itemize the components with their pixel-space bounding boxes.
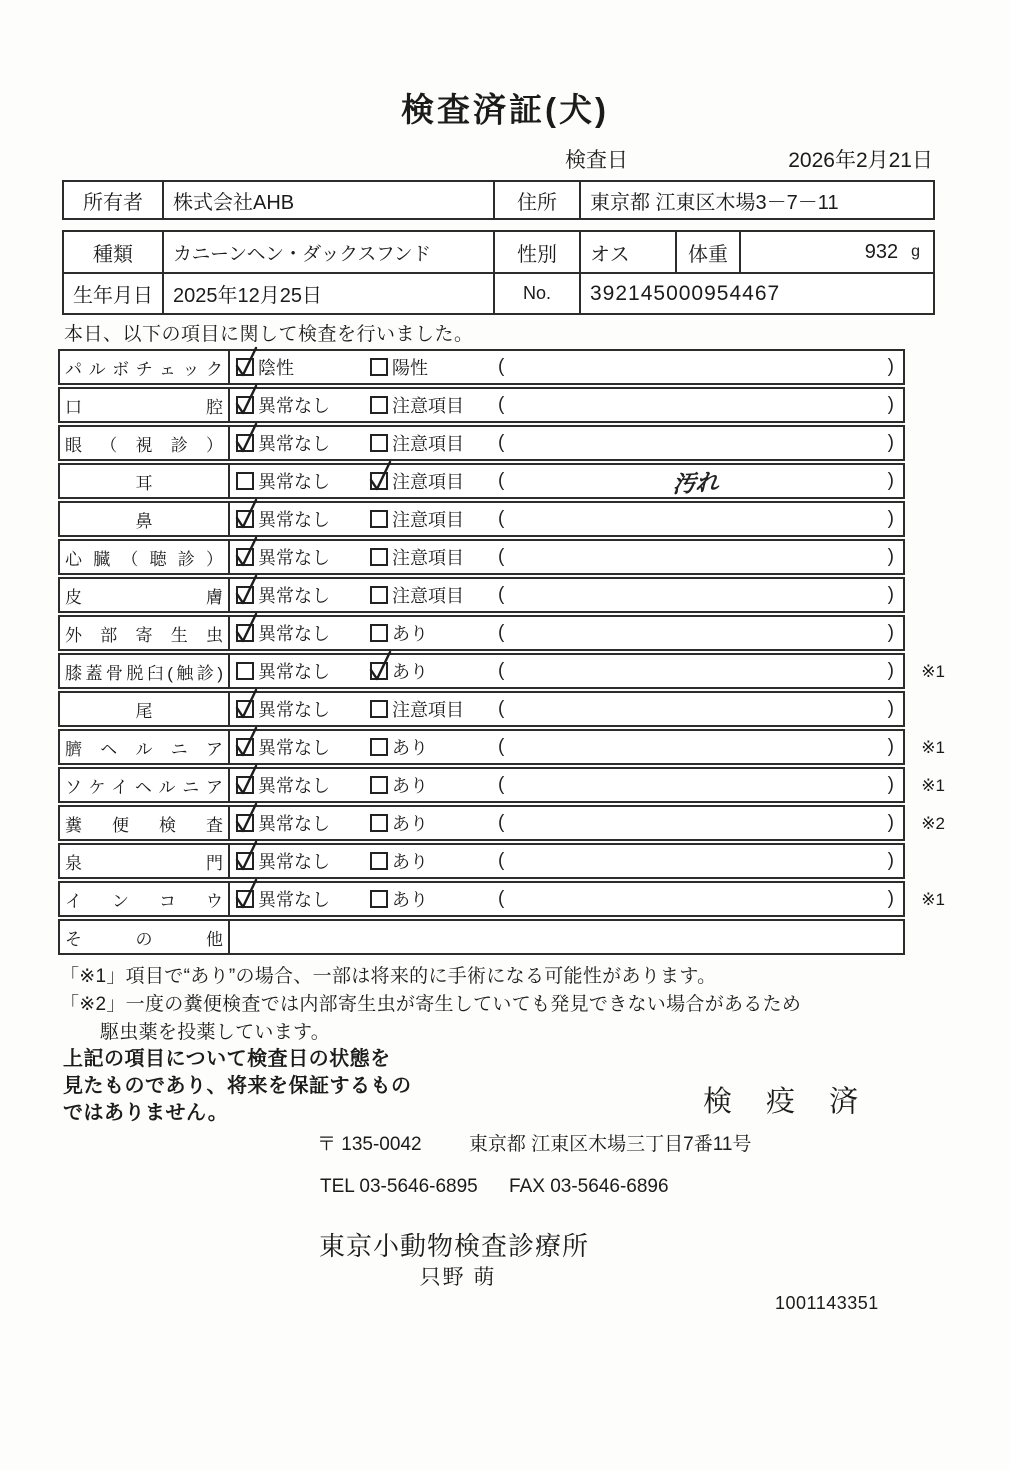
option-2-label: あり (392, 890, 428, 910)
option-1-label: 異常なし (258, 548, 330, 568)
paren-open-icon: ( (498, 888, 505, 909)
handwritten-note (505, 851, 888, 871)
paren-open-icon: ( (498, 812, 505, 833)
option-1-label: 異常なし (258, 434, 330, 454)
checkbox-icon (236, 434, 254, 452)
paren-open-icon: ( (498, 660, 505, 681)
checklist-row (58, 349, 905, 385)
footnote-ref: ※1 (921, 776, 945, 795)
paren-open-icon: ( (498, 432, 505, 453)
handwritten-note (505, 585, 888, 605)
weight-label: 体重 (675, 232, 739, 272)
paren-close-icon: ) (887, 888, 894, 909)
breed-label: 種類 (93, 243, 133, 266)
paren-open-icon: ( (498, 774, 505, 795)
registration-no-label: No. (493, 274, 579, 313)
handwritten-check-icon (233, 573, 260, 607)
option-1-label: 異常なし (258, 814, 330, 834)
sex-value: オス (579, 232, 675, 272)
checkbox-icon (370, 396, 388, 414)
footnote-ref: ※1 (921, 662, 945, 681)
paren-close-icon: ) (887, 508, 894, 529)
owner-value: 株式会社AHB (162, 182, 493, 218)
option-2 (370, 886, 498, 912)
option-2-label: 注意項目 (392, 396, 464, 416)
checklist-item-label-text: 心臓（聴診） (65, 549, 223, 569)
checklist-row (58, 843, 905, 879)
paren-close-icon: ) (887, 432, 894, 453)
clinic-address: 東京都 江東区木場三丁目7番11号 (468, 1134, 752, 1155)
checklist-row (58, 463, 905, 499)
option-1-label: 異常なし (258, 738, 330, 758)
checklist-item-label (60, 389, 230, 421)
option-1 (236, 354, 370, 380)
checkbox-icon (236, 852, 254, 870)
checkbox-icon (236, 776, 254, 794)
option-1-label: 異常なし (258, 396, 330, 416)
option-2 (370, 734, 498, 760)
paren-close-icon: ) (887, 812, 894, 833)
handwritten-note: 汚れ (672, 468, 720, 497)
handwritten-note (505, 357, 888, 377)
option-2-label: あり (392, 776, 428, 796)
checklist-row-body (230, 389, 903, 421)
paren-close-icon: ) (887, 622, 894, 643)
checkbox-icon (370, 548, 388, 566)
paren-close-icon: ) (887, 774, 894, 795)
checklist-item-label (60, 579, 230, 611)
checklist-item-label-text: 糞便検査 (65, 815, 223, 835)
footnote-2: 「※2」一度の糞便検査では内部寄生虫が寄生していても発見できない場合があるため (60, 994, 802, 1015)
option-1-label: 異常なし (258, 890, 330, 910)
handwritten-note (505, 813, 888, 833)
handwritten-note (505, 889, 888, 909)
checklist-item-label (60, 617, 230, 649)
checklist-item-label (60, 845, 230, 877)
checkbox-icon (236, 814, 254, 832)
birth-row (64, 272, 933, 313)
breed-value: カニーンヘン・ダックスフンド (162, 232, 493, 272)
pet-info-table (62, 230, 935, 315)
option-1 (236, 886, 370, 912)
checkbox-icon (370, 472, 388, 490)
checklist-item-label (60, 427, 230, 459)
footnote-ref: ※1 (921, 890, 945, 909)
checklist-item-label (60, 731, 230, 763)
option-2-label: あり (392, 662, 428, 682)
registration-no-value: 392145000954467 (579, 274, 933, 313)
checkbox-icon (236, 624, 254, 642)
option-1 (236, 658, 370, 684)
paren-close-icon: ) (887, 356, 894, 377)
option-2 (370, 620, 498, 646)
checklist-row-body (230, 351, 903, 383)
checklist-row-body (230, 655, 903, 687)
option-2 (370, 810, 498, 836)
option-1 (236, 620, 370, 646)
handwritten-check-icon (367, 459, 394, 493)
option-2 (370, 354, 498, 380)
checklist-row-body (230, 503, 903, 535)
option-1-label: 異常なし (258, 852, 330, 872)
checkbox-icon (236, 510, 254, 528)
handwritten-check-icon (233, 383, 260, 417)
tel-number: TEL 03-5646-6895 (320, 1176, 478, 1197)
checklist-item-label-text: 尾 (135, 701, 153, 721)
handwritten-check-icon (233, 839, 260, 873)
option-2-label: 注意項目 (392, 434, 464, 454)
checklist-row (58, 691, 905, 727)
inspection-date-label: 検査日 (565, 149, 628, 172)
checklist-row (58, 425, 905, 461)
checklist-row (58, 387, 905, 423)
checklist-item-label-text: 外部寄生虫 (65, 625, 223, 645)
checklist-item-label-text: 臍ヘルニア (65, 739, 223, 759)
option-1 (236, 810, 370, 836)
checklist-row-body (230, 617, 903, 649)
option-1 (236, 848, 370, 874)
option-2 (370, 696, 498, 722)
checklist-row-body (230, 427, 903, 459)
checkbox-icon (370, 776, 388, 794)
checklist-item-label (60, 807, 230, 839)
paren-open-icon: ( (498, 622, 505, 643)
checkbox-icon (236, 700, 254, 718)
checklist-row-body (230, 465, 903, 497)
checkbox-icon (236, 472, 254, 490)
option-1 (236, 696, 370, 722)
intro-text: 本日、以下の項目に関して検査を行いました。 (64, 324, 474, 345)
option-2-label: 注意項目 (392, 700, 464, 720)
option-2-label: 注意項目 (392, 472, 464, 492)
paren-open-icon: ( (498, 470, 505, 491)
handwritten-note (505, 661, 888, 681)
checkbox-icon (370, 586, 388, 604)
breed-row (64, 232, 933, 272)
fax-number: FAX 03-5646-6896 (509, 1176, 669, 1197)
checklist-row (58, 919, 905, 955)
option-2 (370, 772, 498, 798)
option-2 (370, 392, 498, 418)
checklist-item-label-text: 口腔 (65, 397, 223, 417)
birthdate-value: 2025年12月25日 (162, 274, 493, 313)
handwritten-note (505, 737, 888, 757)
checklist-item-label-text: 鼻 (135, 511, 153, 531)
page-title: 検査済証(犬) (401, 91, 609, 128)
checklist-item-label (60, 883, 230, 915)
checklist-item-label (60, 465, 230, 497)
inspection-date-row (62, 144, 935, 172)
footnote-2-continued: 駆虫薬を投薬しています。 (100, 1022, 331, 1043)
checklist-row (58, 615, 905, 651)
handwritten-check-icon (233, 687, 260, 721)
paren-close-icon: ) (887, 736, 894, 757)
paren-close-icon: ) (887, 394, 894, 415)
handwritten-check-icon (233, 345, 260, 379)
checklist-item-label-text: 耳 (135, 473, 153, 493)
handwritten-note (505, 509, 888, 529)
option-2-label: 注意項目 (392, 548, 464, 568)
disclaimer-line-2: 見たものであり、将来を保証するもの (63, 1075, 412, 1097)
option-1 (236, 392, 370, 418)
weight-unit: g (911, 243, 920, 260)
checklist-item-label-text: 泉門 (65, 853, 223, 873)
option-1-label: 異常なし (258, 510, 330, 530)
option-2 (370, 468, 498, 494)
checklist-row (58, 881, 945, 917)
checkbox-icon (370, 624, 388, 642)
option-1 (236, 734, 370, 760)
owner-label: 所有者 (83, 191, 143, 214)
option-2-label: 陽性 (392, 358, 428, 378)
clinic-name: 東京小動物検査診療所 (319, 1231, 590, 1261)
checklist-item-label (60, 541, 230, 573)
option-1-label: 異常なし (258, 624, 330, 644)
checklist-row-body (230, 921, 903, 953)
option-2-label: あり (392, 852, 428, 872)
checklist-row-body (230, 883, 903, 915)
paren-open-icon: ( (498, 394, 505, 415)
checklist-row (58, 577, 905, 613)
footnote-1: 「※1」項目で“あり”の場合、一部は将来的に手術になる可能性があります。 (60, 966, 717, 987)
checkbox-icon (370, 662, 388, 680)
examiner-name: 只野 萌 (419, 1266, 497, 1289)
checklist-row (58, 653, 945, 689)
weight-value (739, 232, 933, 272)
checklist-row (58, 501, 905, 537)
option-1 (236, 430, 370, 456)
checklist-row (58, 805, 945, 841)
disclaimer-line-3: ではありません。 (63, 1102, 229, 1124)
checklist-row-body (230, 769, 903, 801)
option-2-label: 注意項目 (392, 510, 464, 530)
paren-open-icon: ( (498, 698, 505, 719)
option-2-label: 注意項目 (392, 586, 464, 606)
owner-info-table (62, 180, 935, 220)
disclaimer-line-1: 上記の項目について検査日の状態を (63, 1048, 391, 1070)
checkbox-icon (236, 662, 254, 680)
checklist-row (58, 729, 945, 765)
checkbox-icon (370, 738, 388, 756)
paren-open-icon: ( (498, 356, 505, 377)
checkbox-icon (236, 396, 254, 414)
handwritten-note (505, 395, 888, 415)
checkbox-icon (370, 814, 388, 832)
birthdate-label: 生年月日 (73, 285, 153, 307)
checklist-item-label (60, 351, 230, 383)
handwritten-note (505, 699, 888, 719)
checkbox-icon (370, 510, 388, 528)
quarantine-stamp: 検 疫 済 (703, 1086, 872, 1118)
checklist-item-label (60, 693, 230, 725)
option-1-label: 陰性 (258, 358, 294, 378)
serial-number: 1001143351 (775, 1293, 879, 1313)
handwritten-check-icon (233, 763, 260, 797)
checklist-row (58, 767, 945, 803)
paren-open-icon: ( (498, 850, 505, 871)
checklist-item-label-text: 眼（視診） (65, 435, 223, 455)
checklist-item-label (60, 921, 230, 953)
weight-number: 932 (864, 240, 899, 263)
footnote-ref: ※1 (921, 738, 945, 757)
option-1-label: 異常なし (258, 586, 330, 606)
paren-open-icon: ( (498, 546, 505, 567)
checklist-item-label (60, 769, 230, 801)
option-2 (370, 430, 498, 456)
checkbox-icon (236, 358, 254, 376)
option-2 (370, 506, 498, 532)
paren-open-icon: ( (498, 584, 505, 605)
checkbox-icon (370, 890, 388, 908)
option-2-label: あり (392, 738, 428, 758)
paren-open-icon: ( (498, 508, 505, 529)
paren-open-icon: ( (498, 736, 505, 757)
option-2-label: あり (392, 624, 428, 644)
checklist-item-label (60, 503, 230, 535)
handwritten-check-icon (233, 497, 260, 531)
option-1-label: 異常なし (258, 700, 330, 720)
clinic-address-line (317, 1129, 751, 1156)
checklist-row-body (230, 693, 903, 725)
paren-close-icon: ) (887, 698, 894, 719)
handwritten-note (505, 433, 888, 453)
checkbox-icon (236, 890, 254, 908)
checklist-row-body (230, 807, 903, 839)
checklist-item-label-text: インコウ (65, 891, 223, 911)
option-1 (236, 772, 370, 798)
paren-close-icon: ) (887, 470, 894, 491)
footnote-ref: ※2 (921, 814, 945, 833)
option-2-label: あり (392, 814, 428, 834)
checklist-item-label-text: ソケイヘルニア (65, 777, 223, 797)
paren-close-icon: ) (887, 850, 894, 871)
option-2 (370, 582, 498, 608)
option-2 (370, 848, 498, 874)
option-2 (370, 544, 498, 570)
option-1-label: 異常なし (258, 776, 330, 796)
checklist-row-body (230, 845, 903, 877)
handwritten-check-icon (233, 801, 260, 835)
checklist-row-body (230, 541, 903, 573)
footnotes (60, 963, 801, 1047)
handwritten-check-icon (233, 725, 260, 759)
paren-close-icon: ) (887, 584, 894, 605)
option-2 (370, 658, 498, 684)
checkbox-icon (236, 738, 254, 756)
checklist-row-body (230, 731, 903, 763)
checklist-item-label-text: パルボチェック (65, 359, 223, 379)
option-1-label: 異常なし (258, 662, 330, 682)
handwritten-note (505, 547, 888, 567)
checklist-item-label (60, 655, 230, 687)
option-1 (236, 468, 370, 494)
handwritten-check-icon (233, 535, 260, 569)
checklist-row-body (230, 579, 903, 611)
postal-code: 〒 135-0042 (317, 1134, 422, 1155)
option-1 (236, 544, 370, 570)
option-1-label: 異常なし (258, 472, 330, 492)
handwritten-check-icon (367, 649, 394, 683)
clinic-phone-line (320, 1176, 669, 1198)
option-1 (236, 582, 370, 608)
handwritten-check-icon (233, 877, 260, 911)
checklist-item-label-text: その他 (65, 929, 223, 949)
handwritten-check-icon (233, 611, 260, 645)
paren-close-icon: ) (887, 546, 894, 567)
owner-row (64, 182, 933, 218)
handwritten-note (505, 775, 888, 795)
inspection-date-value: 2026年2月21日 (788, 149, 933, 172)
checklist-item-label-text: 膝蓋骨脱臼(触診) (65, 663, 223, 683)
address-value: 東京都 江東区木場3－7－11 (579, 182, 933, 218)
checkbox-icon (370, 852, 388, 870)
handwritten-note (505, 623, 888, 643)
checkbox-icon (370, 434, 388, 452)
sex-label: 性別 (493, 232, 579, 272)
checklist-item-label-text: 皮膚 (65, 587, 223, 607)
address-label: 住所 (493, 182, 579, 218)
checkbox-icon (236, 548, 254, 566)
checkbox-icon (370, 358, 388, 376)
checklist-row (58, 539, 905, 575)
handwritten-check-icon (233, 421, 260, 455)
checkbox-icon (236, 586, 254, 604)
disclaimer-text (63, 1046, 412, 1127)
option-1 (236, 506, 370, 532)
checklist-table (58, 349, 945, 957)
checkbox-icon (370, 700, 388, 718)
paren-close-icon: ) (887, 660, 894, 681)
